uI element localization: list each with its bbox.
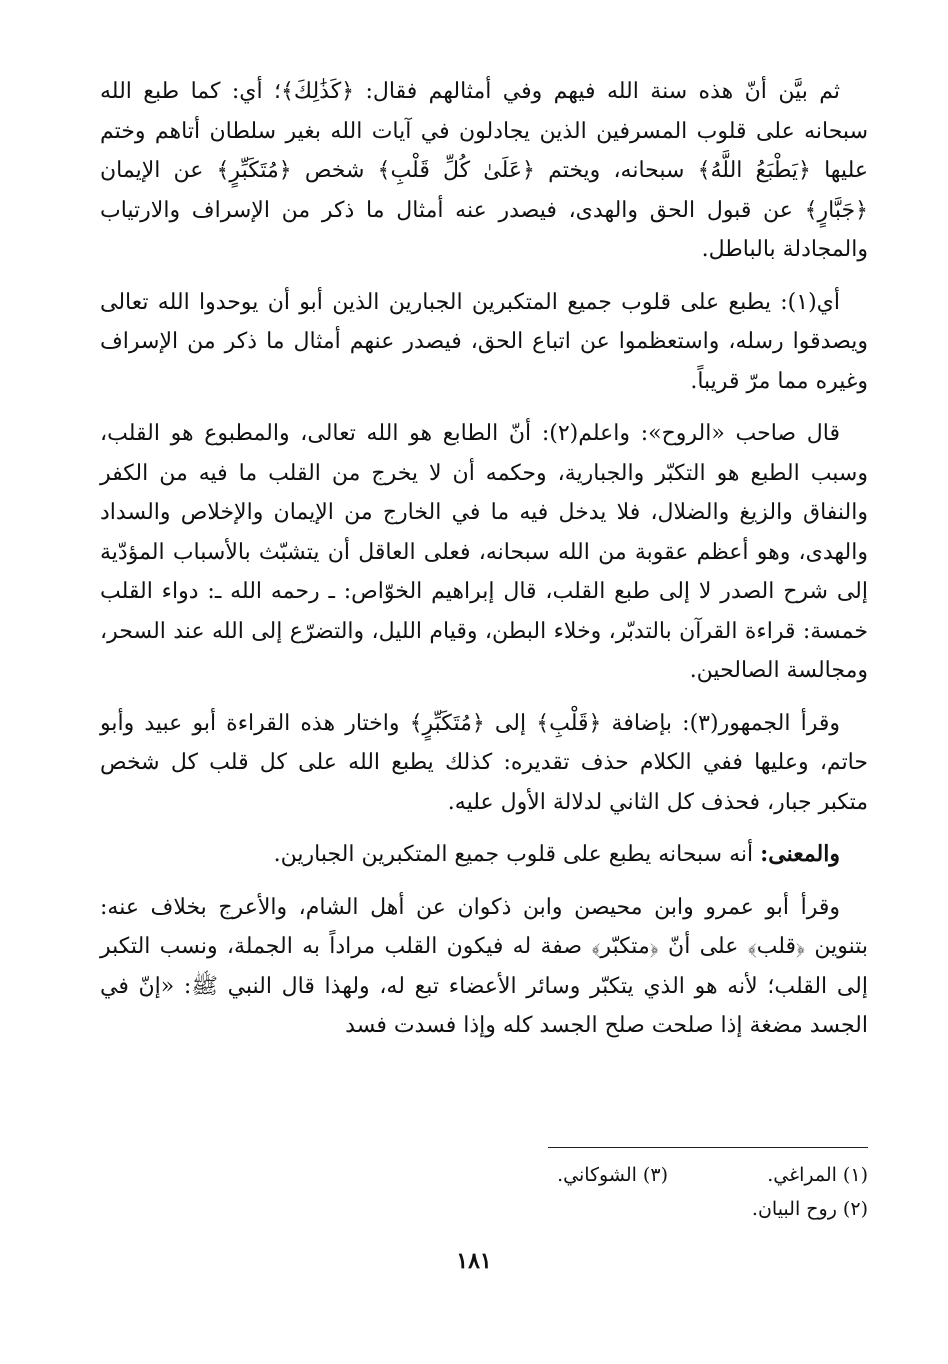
footnote-row-1 bbox=[268, 1158, 868, 1192]
footnotes bbox=[268, 1158, 868, 1226]
paragraph-5-text: أنه سبحانه يطبع على قلوب جميع المتكبرين الجبارين. bbox=[273, 842, 761, 867]
footnote-1: (١) المراغي. bbox=[767, 1164, 868, 1186]
page-body bbox=[100, 72, 868, 1059]
paragraph-6 bbox=[100, 888, 868, 1046]
page-number: ١٨١ bbox=[456, 1248, 492, 1274]
footnote-row-2 bbox=[268, 1192, 868, 1226]
paragraph-6-text: وقرأ أبو عمرو وابن محيصن وابن ذكوان عن أهل الشام، والأعرج بخلاف عنه: بتنوين ﴿قلب﴾ على أنّ ﴿متكبّر﴾ صفة له فيكون القلب مراداً به الجملة، ونسب التكبر إلى القلب؛ لأنه هو الذي يتكبّر وسائر الأعضاء تبع له، ولهذا قال النبي ﷺ: «إنّ في الجسد مضغة إذا صلحت صلح الجسد كله وإذا فسدت فسد bbox=[100, 894, 868, 1038]
paragraph-3-text: قال صاحب «الروح»: واعلم(٢): أنّ الطابع هو الله تعالى، والمطبوع هو القلب، وسبب الطبع هو التكبّر والجبارية، وحكمه أن لا يخرج من القلب ما فيه من الكفر والنفاق والزيغ والضلال، فلا يدخل فيه ما في الخارج من الإيمان والإخلاص والسداد والهدى، وهو أعظم عقوبة من الله سبحانه، فعلى العاقل أن يتشبّث بالأسباب المؤدّية إلى شرح الصدر لا إلى طبع القلب، قال إبراهيم الخوّاص: ـ رحمه الله ـ: دواء القلب خمسة: قراءة القرآن بالتدبّر، وخلاء البطن، وقيام الليل، والتضرّع إلى الله عند السحر، ومجالسة الصالحين. bbox=[100, 421, 868, 683]
paragraph-4 bbox=[100, 704, 868, 823]
paragraph-4-text: وقرأ الجمهور(٣): بإضافة ﴿قَلْبِ﴾ إلى ﴿مُتَكَبِّرٍ﴾ واختار هذه القراءة أبو عبيد وأبو حاتم، وعليها ففي الكلام حذف تقديره: كذلك يطبع الله على كل قلب كل شخص متكبر جبار، فحذف كل الثاني لدلالة الأول عليه. bbox=[100, 710, 868, 815]
footnote-2: (٢) روح البيان. bbox=[751, 1198, 868, 1220]
paragraph-1-text: ثم بيَّن أنّ هذه سنة الله فيهم وفي أمثالهم فقال: ﴿كَذَٰلِكَ﴾؛ أي: كما طبع الله سبحانه على قلوب المسرفين الذين يجادلون في آيات الله بغير سلطان أتاهم وختم عليها ﴿يَطْبَعُ اللَّهُ﴾ سبحانه، ويختم ﴿عَلَىٰ كُلِّ قَلْبِ﴾ شخص ﴿مُتَكَبِّرٍ﴾ عن الإيمان ﴿جَبَّارٍ﴾ عن قبول الحق والهدى، فيصدر عنه أمثال ما ذكر من الإسراف والارتياب والمجادلة بالباطل. bbox=[100, 79, 868, 262]
footnote-divider bbox=[548, 1147, 868, 1148]
paragraph-5 bbox=[100, 835, 868, 875]
paragraph-2 bbox=[100, 283, 868, 402]
paragraph-3 bbox=[100, 414, 868, 691]
paragraph-5-bold-lead: والمعنى: bbox=[760, 841, 840, 867]
paragraph-1 bbox=[100, 72, 868, 270]
paragraph-2-text: أي(١): يطبع على قلوب جميع المتكبرين الجبارين الذين أبو أن يوحدوا الله تعالى ويصدقوا رسله، واستعظموا عن اتباع الحق، فيصدر عنهم أمثال ما ذكر من الإسراف وغيره مما مرّ قريباً. bbox=[100, 289, 868, 394]
footnote-3: (٣) الشوكاني. bbox=[557, 1164, 668, 1186]
